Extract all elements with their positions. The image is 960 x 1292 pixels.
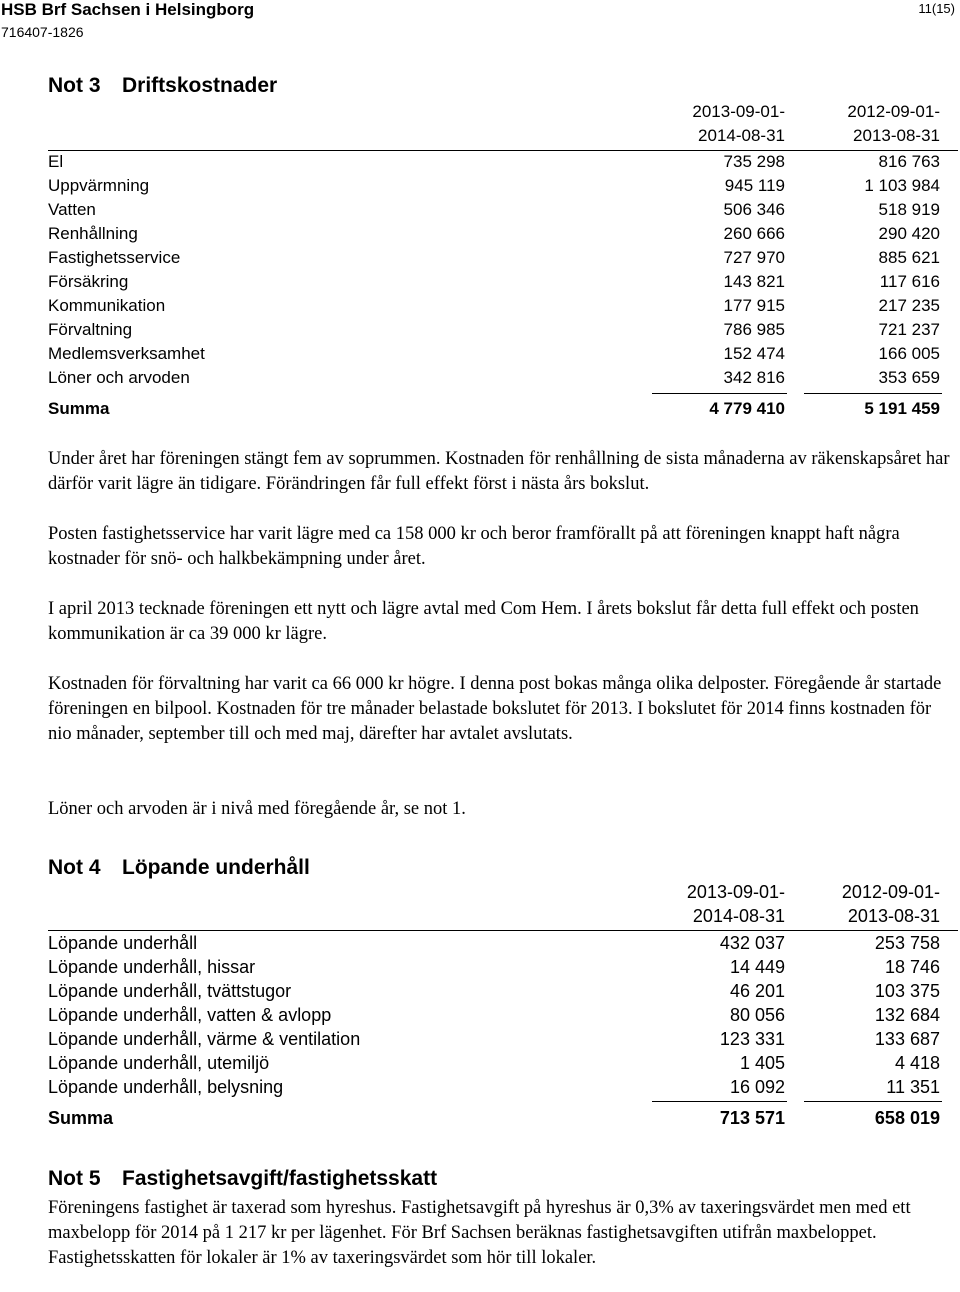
row-label: Uppvärmning (48, 176, 150, 195)
row-value-previous: 166 005 (878, 344, 940, 363)
table-row (48, 318, 942, 342)
row-value-previous: 11 351 (886, 1077, 940, 1097)
row-value-current: 432 037 (719, 933, 785, 953)
row-value-previous: 816 763 (878, 152, 940, 171)
table-row (48, 342, 942, 366)
row-label: Löpande underhåll, värme & ventilation (48, 1029, 361, 1049)
row-label: El (48, 152, 64, 171)
row-value-previous: 103 375 (874, 981, 940, 1001)
note3-col2-to: 2013-08-31 (853, 126, 940, 145)
table-row (48, 174, 942, 198)
row-value-previous: 885 621 (878, 248, 940, 267)
note4-sum-rule-previous (804, 1101, 942, 1102)
row-value-current: 80 056 (729, 1005, 785, 1025)
note3-paragraph: Löner och arvoden är i nivå med föregående år, se not 1. (48, 799, 466, 819)
table-row (48, 1075, 942, 1099)
row-value-previous: 721 237 (878, 320, 940, 339)
row-label: Löpande underhåll (48, 933, 198, 953)
note4-col1-header (687, 880, 785, 928)
note4-col2-from: 2012-09-01- (841, 882, 940, 902)
row-value-current: 786 985 (723, 320, 785, 339)
note3-col1-to: 2014-08-31 (698, 126, 785, 145)
row-value-previous: 4 418 (894, 1053, 940, 1073)
table-row (48, 270, 942, 294)
table-row (48, 198, 942, 222)
row-value-current: 16 092 (729, 1077, 785, 1097)
row-value-previous: 18 746 (884, 957, 940, 977)
row-value-previous: 1 103 984 (864, 176, 940, 195)
row-value-previous: 353 659 (878, 368, 940, 387)
note3-sum-rule-previous (804, 393, 942, 394)
row-label: Förvaltning (48, 320, 133, 339)
table-row (48, 1027, 942, 1051)
table-row (48, 955, 942, 979)
note4-number: Not 4 (48, 856, 101, 879)
table-row (48, 931, 942, 955)
row-label: Vatten (48, 200, 96, 219)
note5-paragraph: Föreningens fastighet är taxerad som hyreshus. Fastighetsavgift på hyreshus är 0,3% av taxeringsvärdet men med ett maxbelopp för 2014 på 1 217 kr per lägenhet. För Brf Sachsen beräknas fastighetsavgiften utifrån maxbeloppet. Fastighetsskatten för lokaler är 1% av taxeringsvärdet som hör till lokaler. (48, 1198, 911, 1268)
note3-sum-rule-current (652, 393, 787, 394)
row-label: Renhållning (48, 224, 138, 243)
table-row (48, 222, 942, 246)
note3-paragraph: Under året har föreningen stängt fem av soprummen. Kostnaden för renhållning de sista månaderna av räkenskapsåret har därför varit lägre än tidigare. Förändringen får full effekt först i nästa års bokslut. (48, 449, 950, 494)
sum-value-previous: 658 019 (874, 1108, 940, 1128)
note5-title: Fastighetsavgift/fastighetsskatt (122, 1167, 438, 1190)
row-label: Löpande underhåll, belysning (48, 1077, 284, 1097)
row-value-current: 506 346 (723, 200, 785, 219)
table-row (48, 150, 942, 174)
note3-col2-header (847, 100, 940, 148)
row-value-current: 727 970 (723, 248, 785, 267)
row-value-previous: 117 616 (879, 272, 940, 291)
sum-label: Summa (48, 399, 110, 418)
row-label: Löpande underhåll, utemiljö (48, 1053, 270, 1073)
table-row (48, 246, 942, 270)
row-value-previous: 133 687 (874, 1029, 940, 1049)
row-label: Fastighetsservice (48, 248, 181, 267)
row-value-current: 123 331 (719, 1029, 785, 1049)
note3-col1-from: 2013-09-01- (692, 102, 785, 121)
row-label: Löpande underhåll, vatten & avlopp (48, 1005, 332, 1025)
row-value-previous: 217 235 (878, 296, 940, 315)
sum-value-current: 713 571 (719, 1108, 785, 1128)
row-value-current: 945 119 (724, 176, 785, 195)
row-label: Löpande underhåll, hissar (48, 957, 256, 977)
note3-paragraph: Posten fastighetsservice har varit lägre med ca 158 000 kr och beror framförallt på att föreningen knappt haft några kostnader för snö- och halkbekämpning under året. (48, 524, 900, 569)
sum-label: Summa (48, 1108, 114, 1128)
sum-row (48, 1106, 942, 1130)
note3-heading (48, 74, 277, 98)
note4-col2-header (842, 880, 940, 928)
row-value-current: 260 666 (723, 224, 785, 243)
note4-heading (48, 856, 310, 880)
organization-name: HSB Brf Sachsen i Helsingborg (1, 0, 255, 19)
row-value-current: 143 821 (723, 272, 785, 291)
row-label: Försäkring (48, 272, 129, 291)
note3-title: Driftskostnader (122, 74, 278, 97)
table-row (48, 294, 942, 318)
sum-value-previous: 5 191 459 (864, 399, 940, 418)
row-value-current: 152 474 (723, 344, 785, 363)
note3-paragraph: I april 2013 tecknade föreningen ett nytt och lägre avtal med Com Hem. I årets bokslut får detta full effekt och posten kommunikation är ca 39 000 kr lägre. (48, 599, 919, 644)
row-value-current: 14 449 (729, 957, 785, 977)
note4-sum-rule-current (652, 1101, 787, 1102)
row-value-previous: 518 919 (878, 200, 940, 219)
row-value-previous: 253 758 (874, 933, 940, 953)
note3-col1-header (692, 100, 785, 148)
row-value-current: 735 298 (723, 152, 785, 171)
row-value-current: 342 816 (723, 368, 785, 387)
note5-heading (48, 1167, 437, 1191)
org-number: 716407-1826 (1, 24, 84, 40)
note5-number: Not 5 (48, 1167, 101, 1190)
row-value-current: 46 201 (729, 981, 785, 1001)
row-label: Kommunikation (48, 296, 166, 315)
sum-value-current: 4 779 410 (709, 399, 785, 418)
row-value-previous: 290 420 (878, 224, 940, 243)
table-row (48, 1003, 942, 1027)
note4-col1-from: 2013-09-01- (686, 882, 785, 902)
row-value-previous: 132 684 (874, 1005, 940, 1025)
page-number: 11(15) (918, 1, 955, 16)
note4-title: Löpande underhåll (122, 856, 310, 879)
table-row (48, 366, 942, 390)
row-label: Löpande underhåll, tvättstugor (48, 981, 292, 1001)
table-row (48, 979, 942, 1003)
note3-paragraph: Kostnaden för förvaltning har varit ca 66 000 kr högre. I denna post bokas många olika delposter. Föregående år startade föreningen en bilpool. Kostnaden för tre månader belastade bokslutet för 2013. I bokslutet för 2014 finns kostnaden för nio månader, september till och med maj, därefter har avtalet avslutats. (48, 674, 942, 744)
note3-col2-from: 2012-09-01- (847, 102, 940, 121)
row-label: Löner och arvoden (48, 368, 190, 387)
table-row (48, 1051, 942, 1075)
sum-row (48, 397, 942, 421)
note4-col1-to: 2014-08-31 (692, 906, 785, 926)
note3-number: Not 3 (48, 74, 101, 97)
row-value-current: 177 915 (723, 296, 785, 315)
note4-col2-to: 2013-08-31 (847, 906, 940, 926)
row-label: Medlemsverksamhet (48, 344, 205, 363)
row-value-current: 1 405 (739, 1053, 785, 1073)
